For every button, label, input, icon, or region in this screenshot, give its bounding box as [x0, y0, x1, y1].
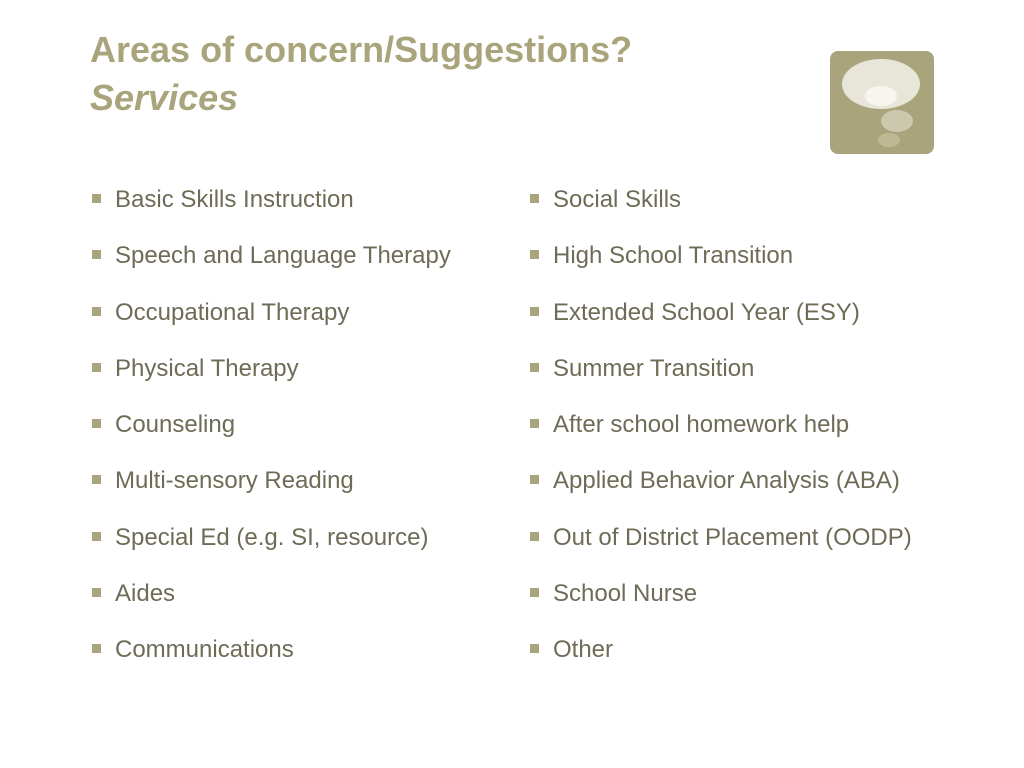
list-item-text: Applied Behavior Analysis (ABA): [553, 467, 900, 495]
list-item: [90, 520, 451, 576]
list-item: [90, 295, 451, 351]
square-bullet-icon: [92, 194, 101, 203]
list-item: [90, 463, 451, 519]
list-item-text: School Nurse: [553, 580, 698, 608]
square-bullet-icon: [92, 419, 101, 428]
list-item: [528, 295, 912, 351]
list-item-text: After school homework help: [553, 411, 850, 439]
square-bullet-icon: [92, 644, 101, 653]
square-bullet-icon: [530, 250, 539, 259]
list-item-text: Special Ed (e.g. SI, resource): [115, 523, 429, 551]
square-bullet-icon: [92, 250, 101, 259]
list-item-text: High School Transition: [553, 242, 794, 270]
list-item: [528, 407, 912, 463]
square-bullet-icon: [92, 475, 101, 484]
title-text: Areas of concern/Suggestions?: [90, 29, 633, 70]
services-list-left: [90, 182, 451, 689]
list-item: [528, 632, 912, 688]
list-item-text: Summer Transition: [553, 354, 755, 382]
list-item-text: Occupational Therapy: [115, 298, 350, 326]
list-item-text: Communications: [115, 636, 294, 664]
square-bullet-icon: [92, 307, 101, 316]
list-item-text: Basic Skills Instruction: [115, 186, 354, 213]
list-item: [528, 520, 912, 576]
slide-subtitle: Services: [90, 77, 239, 118]
slide-title: [90, 26, 632, 122]
list-item-text: Speech and Language Therapy: [115, 242, 451, 270]
square-bullet-icon: [530, 532, 539, 541]
list-item-text: Physical Therapy: [115, 354, 299, 382]
list-item: [90, 407, 451, 463]
list-item-text: Social Skills: [553, 186, 682, 213]
square-bullet-icon: [92, 588, 101, 597]
thought-bubble-icon: [830, 51, 934, 154]
list-item: [90, 351, 451, 407]
list-item: [90, 632, 451, 688]
square-bullet-icon: [530, 194, 539, 203]
services-list-right: [528, 182, 912, 689]
list-item-text: Out of District Placement (OODP): [553, 523, 912, 551]
list-item-text: Multi-sensory Reading: [115, 467, 354, 495]
square-bullet-icon: [530, 419, 539, 428]
list-item: [90, 576, 451, 632]
list-item: [528, 463, 912, 519]
list-item-text: Other: [553, 636, 614, 664]
square-bullet-icon: [92, 363, 101, 372]
list-item: [90, 238, 451, 294]
square-bullet-icon: [92, 532, 101, 541]
square-bullet-icon: [530, 588, 539, 597]
list-item: [528, 576, 912, 632]
square-bullet-icon: [530, 307, 539, 316]
list-item-text: Aides: [115, 580, 176, 608]
list-item: [528, 351, 912, 407]
list-item: [528, 182, 912, 238]
square-bullet-icon: [530, 475, 539, 484]
square-bullet-icon: [530, 644, 539, 653]
list-item-text: Counseling: [115, 411, 236, 439]
list-item: [528, 238, 912, 294]
list-item: [90, 182, 451, 238]
list-item-text: Extended School Year (ESY): [553, 298, 860, 326]
square-bullet-icon: [530, 363, 539, 372]
